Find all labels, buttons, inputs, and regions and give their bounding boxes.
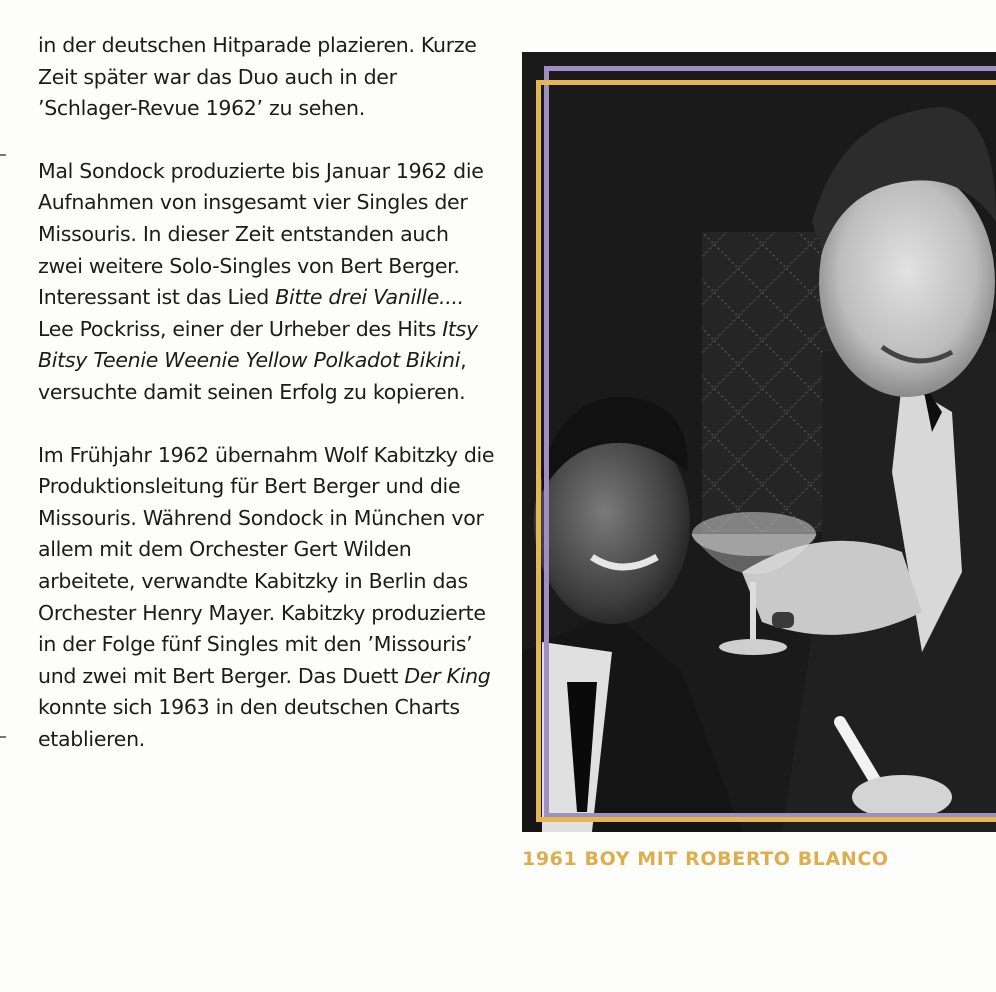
text-run: in der deutschen Hitparade plazieren. Kurze Zeit später war das Duo auch in der ’Schlager-Revue 1962’ zu sehen. xyxy=(38,33,477,121)
italic-title: Der King xyxy=(404,663,491,688)
paragraph xyxy=(38,440,498,756)
paragraph xyxy=(38,156,498,409)
margin-tick xyxy=(0,736,6,738)
text-run: , versuchte damit seinen Erfolg zu kopieren. xyxy=(38,348,467,404)
italic-title: Itsy Bitsy Teenie Weenie Yellow Polkadot Bikini xyxy=(38,316,478,373)
paragraph xyxy=(38,30,498,125)
text-run: Lee Pockriss, einer der Urheber des Hits xyxy=(38,316,443,341)
text-run: konnte sich 1963 in den deutschen Charts etablieren. xyxy=(38,695,460,751)
photo-frame-gold xyxy=(536,80,996,822)
margin-tick xyxy=(0,154,6,156)
article-text xyxy=(38,30,498,786)
text-run: Mal Sondock produzierte bis Januar 1962 die Aufnahmen von insgesamt vier Singles der Missouris. In dieser Zeit entstanden auch zwei weitere Solo-Singles von Bert Berger. Interessant ist das Lied xyxy=(38,158,484,310)
photo-caption: 1961 BOY MIT ROBERTO BLANCO xyxy=(522,848,889,870)
text-run: Im Frühjahr 1962 übernahm Wolf Kabitzky die Produktionsleitung für Bert Berger und die Missouris. Während Sondock in München vor allem mit dem Orchester Gert Wilden arbeitete, verwandte Kabitzky in Berlin das Orchester Henry Mayer. Kabitzky produzierte in der Folge fünf Singles mit den ’Missouris’ und zwei mit Bert Berger. Das Duett xyxy=(38,442,495,688)
italic-title: Bitte drei Vanille.... xyxy=(275,285,464,310)
